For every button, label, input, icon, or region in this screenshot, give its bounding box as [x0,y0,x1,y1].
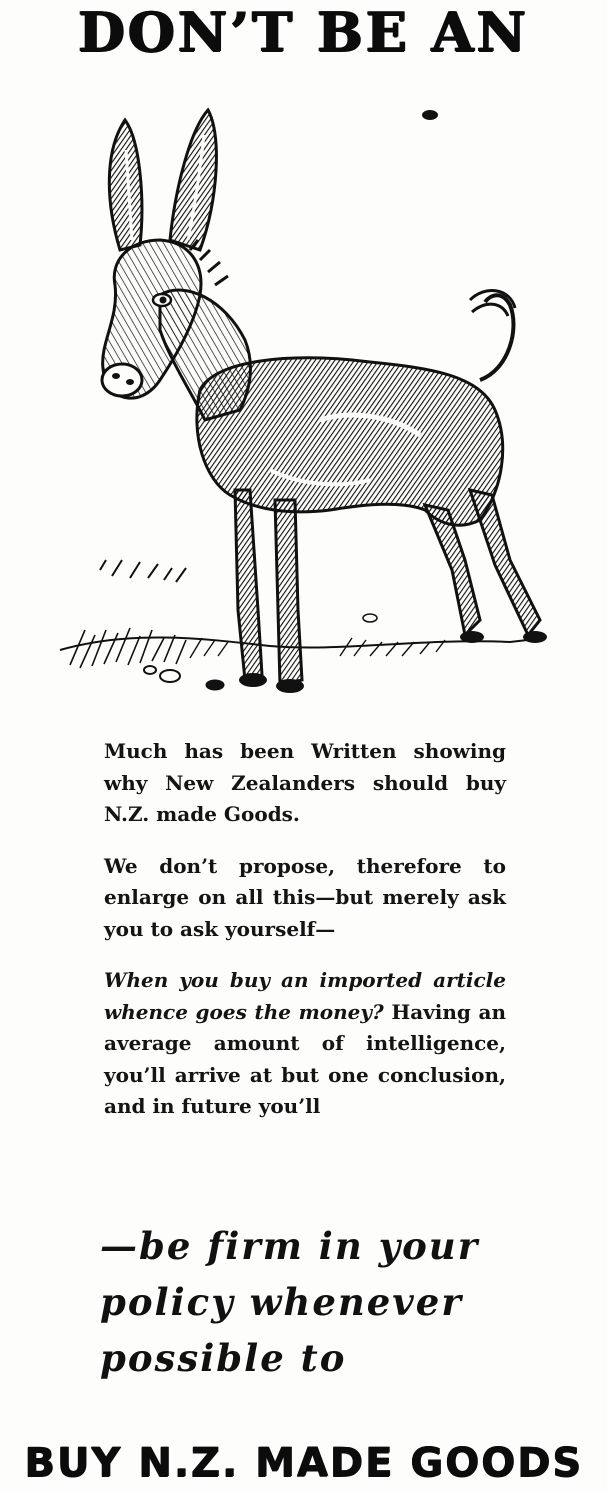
footer-slogan: BUY N.Z. MADE GOODS [24,1440,583,1486]
donkey-ear-left [109,120,142,250]
donkey-legs [235,490,540,685]
paragraph-3-rest: Having an average amount of intelligence, you’ll arrive at but one conclusion, and in future you’ll [104,999,507,1118]
paragraph-2: We don’t propose, therefore to enlarge on all this—but merely ask you to ask yourself— [104,853,506,941]
donkey-ear-right [170,110,216,250]
paragraph-3-italic: When you buy an imported article whence goes the money? [104,968,506,1024]
headline: DON’T BE AN [78,0,529,64]
paragraph-1: Much has been Written showing why New Zealanders should buy N.Z. made Goods. [104,739,506,826]
body-copy [104,736,506,1143]
donkey-tail [480,295,513,380]
tagline: —be firm in your policy whenever possible to [100,1224,480,1380]
donkey-illustration [40,90,570,710]
paragraph-3 [104,965,506,1123]
